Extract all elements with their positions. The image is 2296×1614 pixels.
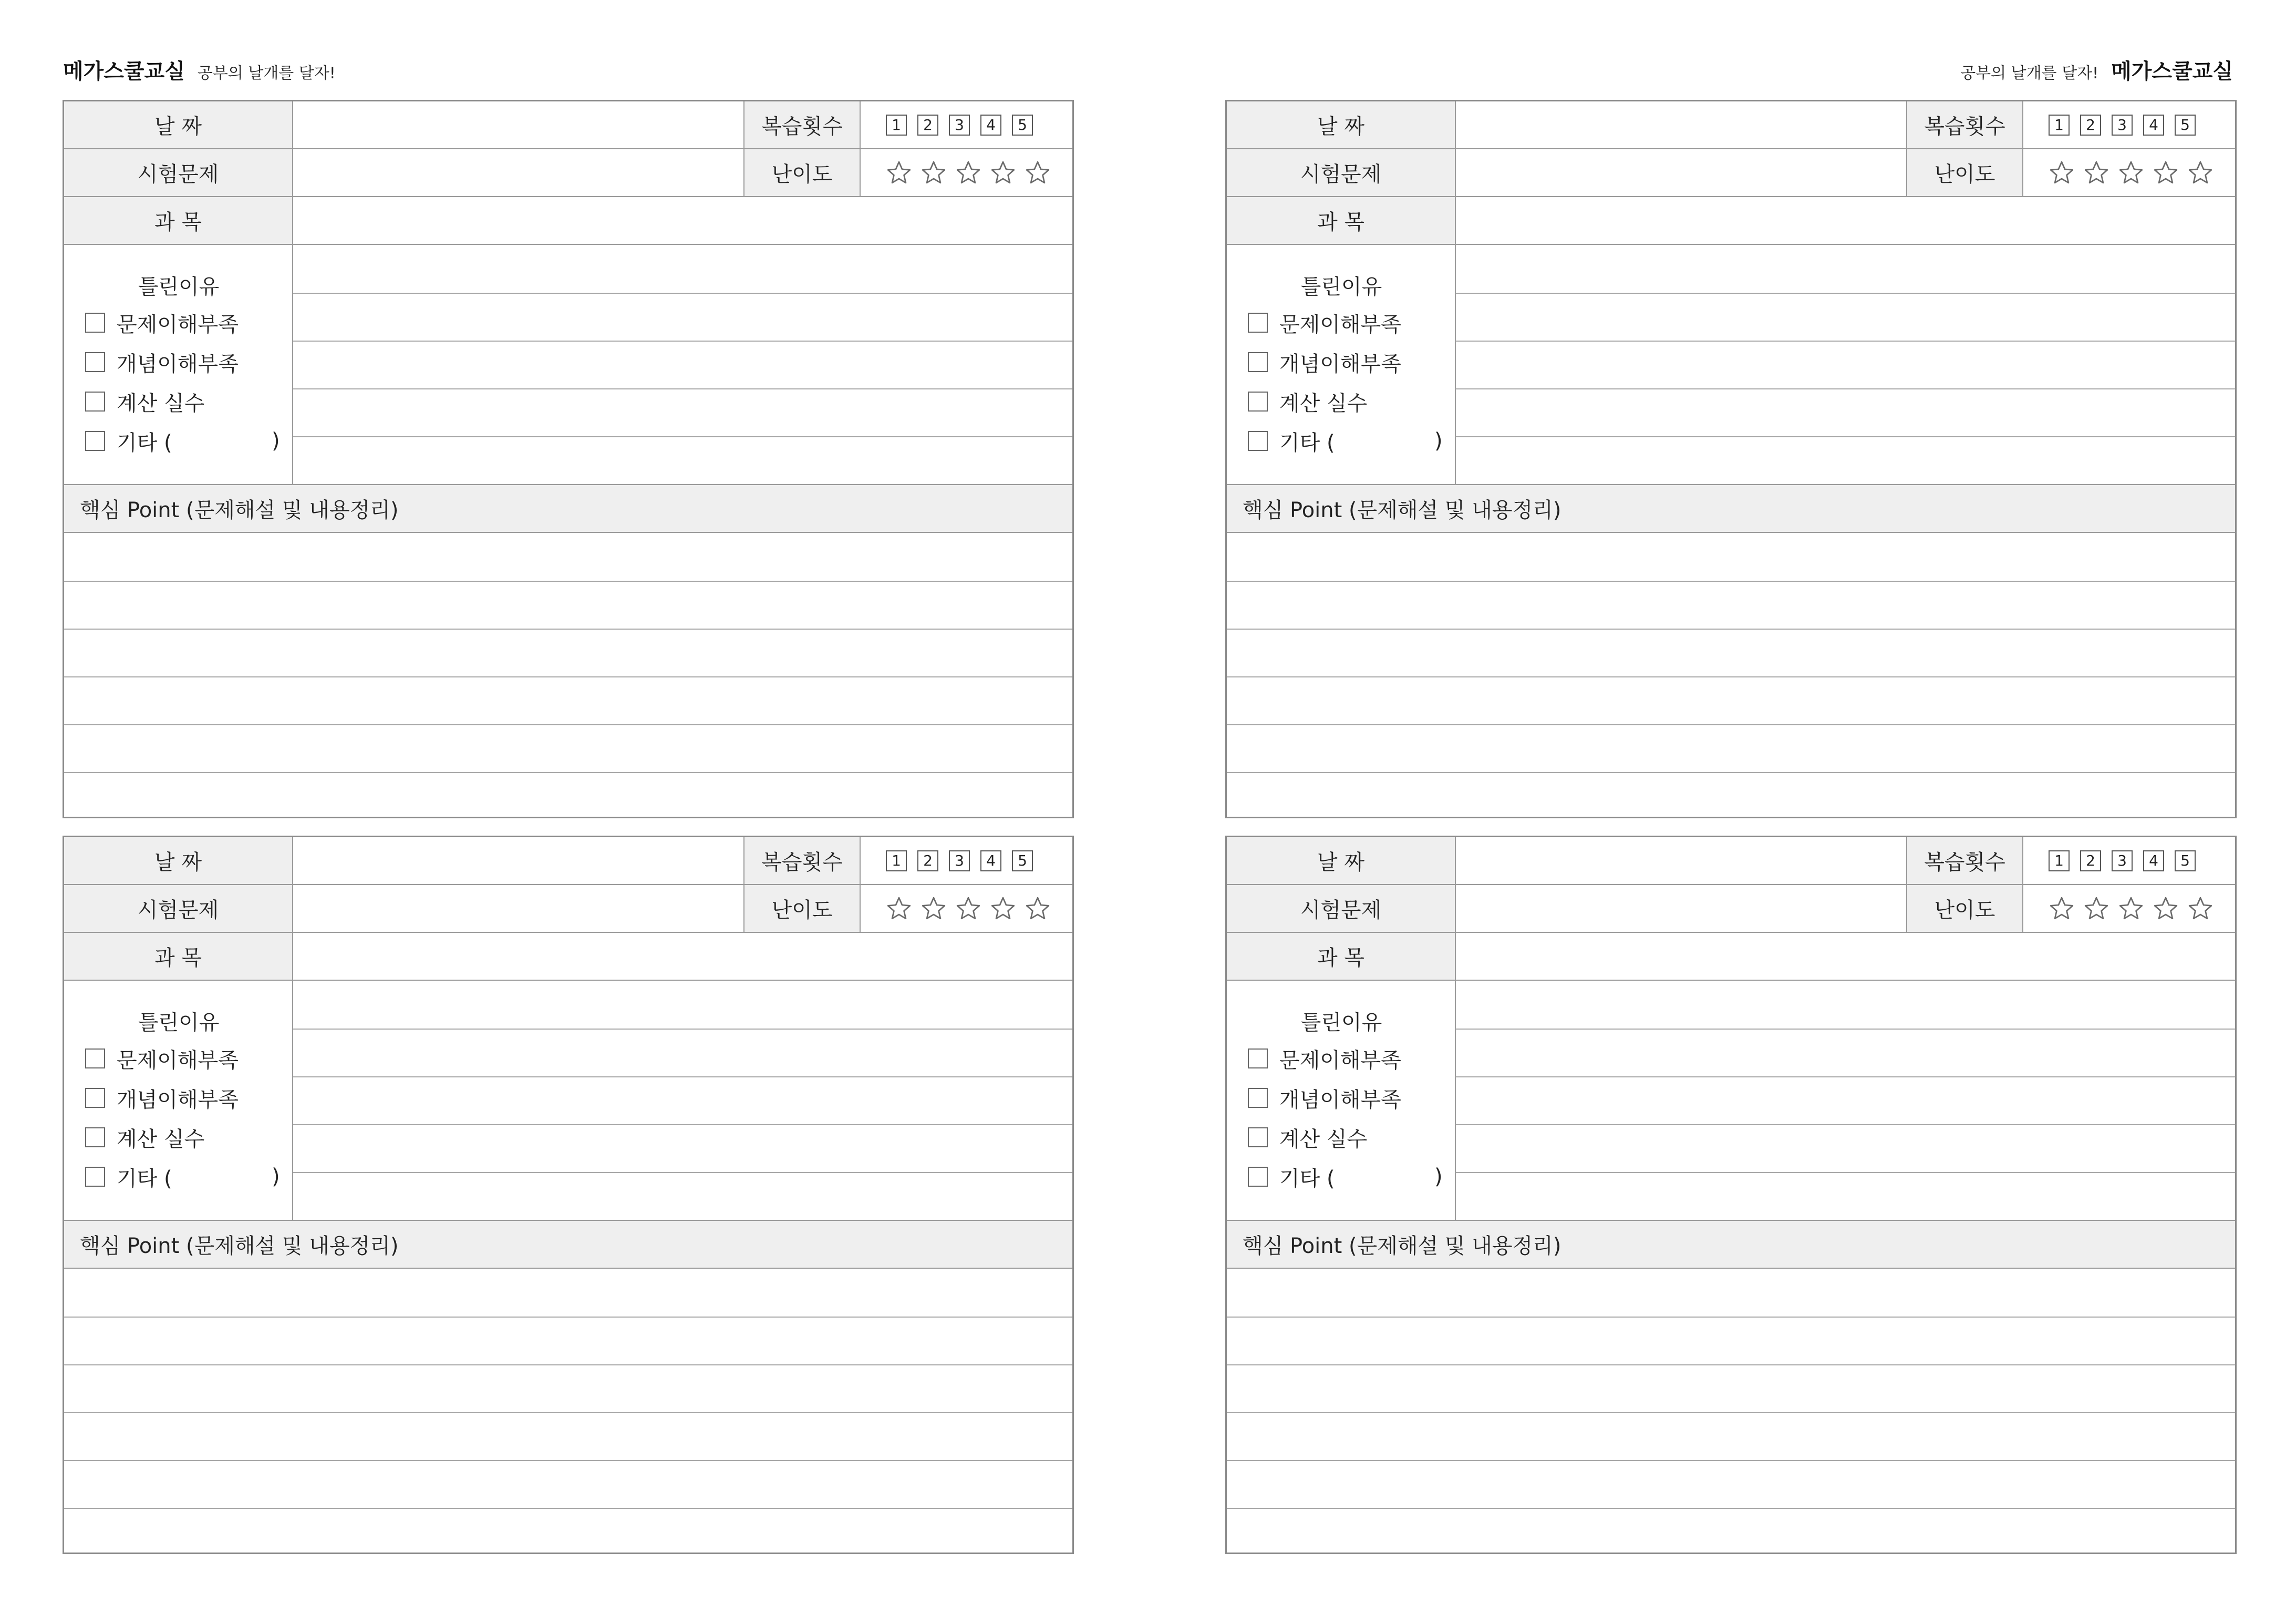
subject-label: 과 목 (1227, 933, 1456, 980)
reason-other-close-paren: ) (272, 1165, 280, 1189)
writing-line (1456, 388, 2235, 389)
star-outline-icon[interactable] (921, 896, 947, 922)
writing-line (1227, 772, 2235, 773)
subject-field[interactable] (293, 197, 1072, 244)
difficulty-stars (2023, 149, 2235, 196)
review-box-4[interactable]: 4 (980, 115, 1001, 136)
wrong-reason-title: 틀린이유 (138, 275, 220, 299)
review-box-5[interactable]: 5 (2175, 115, 2196, 136)
slogan: 공부의 날개를 달자! (1960, 64, 2099, 83)
review-box-4[interactable]: 4 (980, 850, 1001, 871)
wrong-reason-section (1227, 981, 2235, 1221)
date-label: 날 짜 (1227, 101, 1456, 148)
star-outline-icon[interactable] (921, 160, 947, 186)
reason-option-concept[interactable] (1248, 349, 1401, 375)
key-point-writing-area[interactable] (1227, 533, 2235, 817)
key-point-header: 핵심 Point (문제해설 및 내용정리) (1227, 485, 2235, 533)
wrong-reason-section (64, 245, 1072, 485)
writing-line (1227, 629, 2235, 630)
review-box-5[interactable]: 5 (2175, 850, 2196, 871)
reason-option-calculation[interactable] (1248, 388, 1367, 415)
star-outline-icon[interactable] (2153, 896, 2179, 922)
reason-option-concept[interactable] (85, 1085, 239, 1111)
review-box-1[interactable]: 1 (886, 115, 907, 136)
date-label: 날 짜 (64, 837, 293, 884)
wrong-answer-card (1225, 100, 2237, 818)
empty-checkbox-icon[interactable] (85, 1048, 105, 1068)
reason-option-other[interactable] (1248, 428, 1335, 454)
reason-option-concept[interactable] (85, 349, 239, 375)
difficulty-label: 난이도 (1906, 149, 2023, 196)
brand-title: 메가스쿨교실 (63, 59, 185, 84)
review-count-boxes (2023, 837, 2235, 884)
review-count-boxes (2023, 101, 2235, 148)
writing-line (1227, 1460, 2235, 1461)
empty-checkbox-icon[interactable] (85, 352, 105, 372)
writing-line (64, 724, 1072, 725)
empty-checkbox-icon[interactable] (1248, 1088, 1268, 1108)
review-box-5[interactable]: 5 (1012, 115, 1033, 136)
writing-line (64, 1364, 1072, 1365)
empty-checkbox-icon[interactable] (85, 1088, 105, 1108)
exam-label: 시험문제 (64, 885, 293, 932)
reason-option-label: 개념이해부족 (1279, 352, 1401, 376)
wrong-reason-section (1227, 245, 2235, 485)
subject-label: 과 목 (64, 933, 293, 980)
wrong-answer-card (63, 100, 1074, 818)
reason-option-other[interactable] (1248, 1164, 1335, 1190)
key-point-writing-area[interactable] (64, 1269, 1072, 1553)
review-box-4[interactable]: 4 (2143, 850, 2164, 871)
star-outline-icon[interactable] (2118, 160, 2144, 186)
writing-line (64, 772, 1072, 773)
empty-checkbox-icon[interactable] (85, 392, 105, 412)
reason-option-comprehension[interactable] (85, 1045, 239, 1072)
star-outline-icon[interactable] (2187, 160, 2214, 186)
empty-checkbox-icon[interactable] (1248, 1127, 1268, 1147)
reason-option-calculation[interactable] (85, 1124, 204, 1150)
writing-line (1456, 341, 2235, 342)
writing-line (64, 1460, 1072, 1461)
difficulty-label: 난이도 (743, 149, 861, 196)
writing-line (64, 1317, 1072, 1318)
reason-option-label: 개념이해부족 (117, 1087, 239, 1112)
empty-checkbox-icon[interactable] (1248, 431, 1268, 451)
slogan: 공부의 날개를 달자! (197, 64, 336, 83)
star-outline-icon[interactable] (886, 160, 912, 186)
reason-option-other[interactable] (85, 1164, 172, 1190)
review-box-3[interactable]: 3 (2112, 850, 2133, 871)
empty-checkbox-icon[interactable] (1248, 1048, 1268, 1068)
reason-option-calculation[interactable] (85, 388, 204, 415)
writing-line (64, 629, 1072, 630)
difficulty-stars (861, 149, 1072, 196)
star-outline-icon[interactable] (2049, 896, 2075, 922)
star-outline-icon[interactable] (2049, 160, 2075, 186)
writing-line (293, 388, 1072, 389)
reason-option-label: 계산 실수 (117, 1127, 205, 1152)
review-count-boxes (861, 837, 1072, 884)
writing-line (293, 1124, 1072, 1125)
reason-other-close-paren: ) (1434, 429, 1443, 453)
reason-option-label: 기타 ( (1279, 430, 1335, 455)
empty-checkbox-icon[interactable] (85, 431, 105, 451)
reason-option-label: 문제이해부족 (1279, 312, 1401, 337)
star-outline-icon[interactable] (2118, 896, 2144, 922)
reason-option-label: 계산 실수 (117, 391, 205, 416)
date-label: 날 짜 (64, 101, 293, 148)
wrong-reason-options (64, 245, 293, 484)
review-box-2[interactable]: 2 (2080, 115, 2101, 136)
writing-line (293, 1172, 1072, 1173)
review-count-boxes (861, 101, 1072, 148)
review-box-3[interactable]: 3 (949, 115, 970, 136)
star-outline-icon[interactable] (955, 160, 981, 186)
star-outline-icon[interactable] (2083, 896, 2109, 922)
review-count-label: 복습횟수 (1906, 101, 2023, 148)
difficulty-label: 난이도 (743, 885, 861, 932)
exam-label: 시험문제 (64, 149, 293, 196)
writing-line (1456, 1124, 2235, 1125)
wrong-answer-card (1225, 836, 2237, 1554)
star-outline-icon[interactable] (955, 896, 981, 922)
wrong-reason-options (64, 981, 293, 1220)
reason-option-label: 개념이해부족 (117, 352, 239, 376)
writing-line (1456, 293, 2235, 294)
star-outline-icon[interactable] (2083, 160, 2109, 186)
reason-option-comprehension[interactable] (85, 310, 239, 336)
reason-option-label: 계산 실수 (1279, 1127, 1368, 1152)
brand-title: 메가스쿨교실 (2111, 59, 2233, 84)
reason-option-other[interactable] (85, 428, 172, 454)
reason-option-label: 문제이해부족 (117, 312, 239, 337)
wrong-reason-options (1227, 245, 1456, 484)
writing-line (293, 1076, 1072, 1077)
writing-line (293, 436, 1072, 437)
page-header-right (1960, 55, 2233, 86)
writing-line (1456, 1172, 2235, 1173)
writing-line (1227, 676, 2235, 677)
review-box-1[interactable]: 1 (2049, 115, 2070, 136)
wrong-reason-writing-lines[interactable] (293, 981, 1072, 1220)
star-outline-icon[interactable] (886, 896, 912, 922)
star-outline-icon[interactable] (2153, 160, 2179, 186)
reason-option-label: 기타 ( (117, 1166, 172, 1191)
reason-option-label: 기타 ( (117, 430, 172, 455)
key-point-writing-area[interactable] (1227, 1269, 2235, 1553)
subject-field[interactable] (1456, 197, 2235, 244)
review-box-4[interactable]: 4 (2143, 115, 2164, 136)
reason-option-label: 계산 실수 (1279, 391, 1368, 416)
writing-line (1227, 724, 2235, 725)
wrong-reason-writing-lines[interactable] (1456, 981, 2235, 1220)
review-count-label: 복습횟수 (743, 101, 861, 148)
writing-line (1456, 436, 2235, 437)
wrong-reason-title: 틀린이유 (138, 1011, 220, 1035)
wrong-reason-writing-lines[interactable] (1456, 245, 2235, 484)
reason-other-close-paren: ) (272, 429, 280, 453)
subject-label: 과 목 (64, 197, 293, 244)
key-point-header: 핵심 Point (문제해설 및 내용정리) (64, 1221, 1072, 1269)
date-label: 날 짜 (1227, 837, 1456, 884)
wrong-answer-card (63, 836, 1074, 1554)
subject-label: 과 목 (1227, 197, 1456, 244)
review-box-2[interactable]: 2 (2080, 850, 2101, 871)
exam-label: 시험문제 (1227, 149, 1456, 196)
empty-checkbox-icon[interactable] (1248, 392, 1268, 412)
writing-line (64, 1412, 1072, 1413)
star-outline-icon[interactable] (1025, 160, 1051, 186)
writing-line (1227, 581, 2235, 582)
difficulty-label: 난이도 (1906, 885, 2023, 932)
review-box-5[interactable]: 5 (1012, 850, 1033, 871)
empty-checkbox-icon[interactable] (1248, 352, 1268, 372)
reason-option-label: 개념이해부족 (1279, 1087, 1401, 1112)
reason-option-comprehension[interactable] (1248, 310, 1401, 336)
key-point-header: 핵심 Point (문제해설 및 내용정리) (1227, 1221, 2235, 1269)
wrong-reason-title: 틀린이유 (1300, 1011, 1382, 1035)
writing-line (1456, 1029, 2235, 1030)
empty-checkbox-icon[interactable] (1248, 313, 1268, 333)
writing-line (293, 341, 1072, 342)
review-count-label: 복습횟수 (1906, 837, 2023, 884)
writing-line (64, 1508, 1072, 1509)
review-box-2[interactable]: 2 (917, 115, 938, 136)
difficulty-stars (2023, 885, 2235, 932)
reason-option-calculation[interactable] (1248, 1124, 1367, 1150)
reason-other-close-paren: ) (1434, 1165, 1443, 1189)
reason-option-label: 문제이해부족 (117, 1048, 239, 1073)
empty-checkbox-icon[interactable] (85, 313, 105, 333)
empty-checkbox-icon[interactable] (1248, 1167, 1268, 1187)
wrong-reason-options (1227, 981, 1456, 1220)
exam-label: 시험문제 (1227, 885, 1456, 932)
page-header-left (63, 55, 336, 86)
key-point-header: 핵심 Point (문제해설 및 내용정리) (64, 485, 1072, 533)
wrong-reason-writing-lines[interactable] (293, 245, 1072, 484)
writing-line (293, 293, 1072, 294)
empty-checkbox-icon[interactable] (85, 1167, 105, 1187)
subject-field[interactable] (1456, 933, 2235, 980)
writing-line (64, 581, 1072, 582)
star-outline-icon[interactable] (2187, 896, 2214, 922)
writing-line (1227, 1364, 2235, 1365)
reason-option-comprehension[interactable] (1248, 1045, 1401, 1072)
writing-line (1227, 1317, 2235, 1318)
review-count-label: 복습횟수 (743, 837, 861, 884)
empty-checkbox-icon[interactable] (85, 1127, 105, 1147)
review-box-1[interactable]: 1 (886, 850, 907, 871)
review-box-3[interactable]: 3 (949, 850, 970, 871)
wrong-reason-title: 틀린이유 (1300, 275, 1382, 299)
review-box-1[interactable]: 1 (2049, 850, 2070, 871)
writing-line (64, 676, 1072, 677)
writing-line (293, 1029, 1072, 1030)
subject-field[interactable] (293, 933, 1072, 980)
writing-line (1227, 1412, 2235, 1413)
writing-line (1456, 1076, 2235, 1077)
star-outline-icon[interactable] (990, 896, 1016, 922)
key-point-writing-area[interactable] (64, 533, 1072, 817)
review-box-3[interactable]: 3 (2112, 115, 2133, 136)
writing-line (1227, 1508, 2235, 1509)
reason-option-label: 기타 ( (1279, 1166, 1335, 1191)
difficulty-stars (861, 885, 1072, 932)
reason-option-concept[interactable] (1248, 1085, 1401, 1111)
star-outline-icon[interactable] (1025, 896, 1051, 922)
star-outline-icon[interactable] (990, 160, 1016, 186)
review-box-2[interactable]: 2 (917, 850, 938, 871)
reason-option-label: 문제이해부족 (1279, 1048, 1401, 1073)
wrong-reason-section (64, 981, 1072, 1221)
